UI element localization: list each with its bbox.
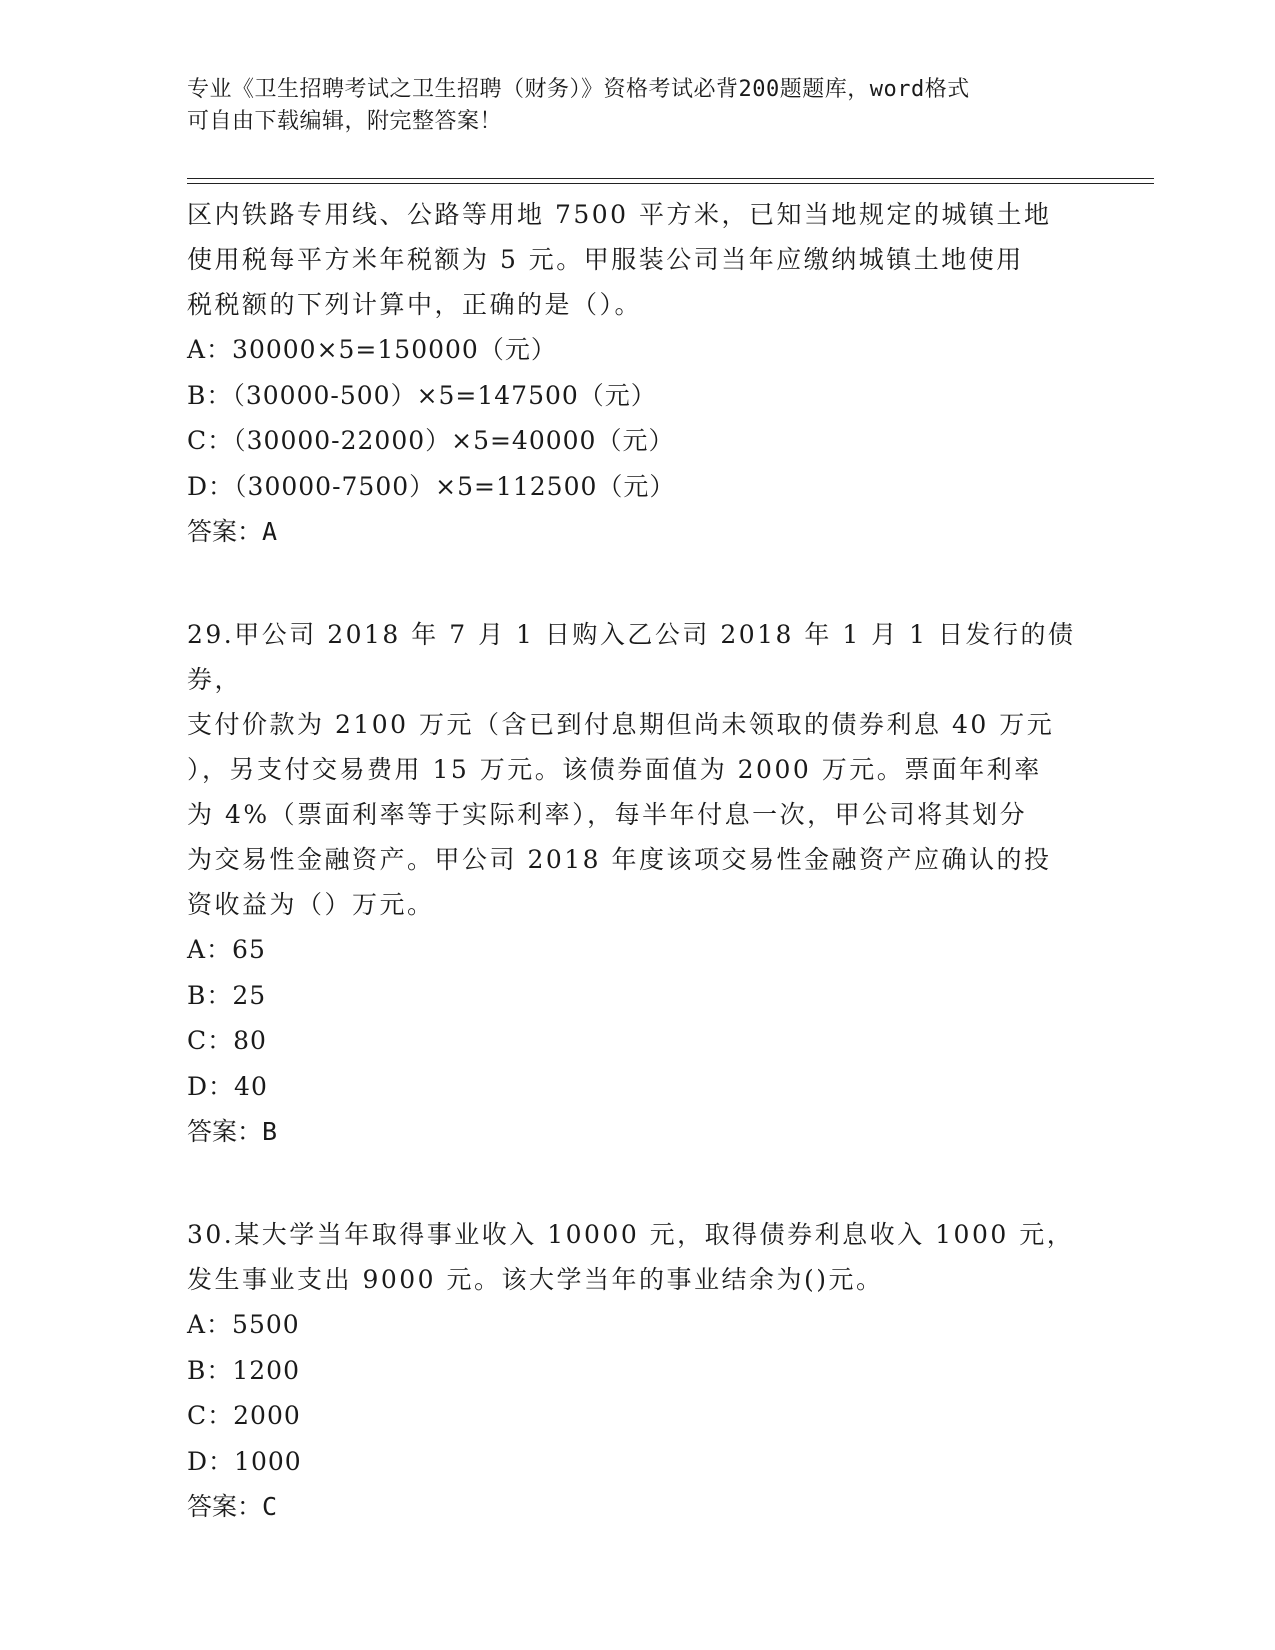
question-text-line: 29.甲公司 2018 年 7 月 1 日购入乙公司 2018 年 1 月 1 日发行的债券， [187,620,1076,694]
header-divider [187,178,1154,184]
option-b: B：1200 [187,1355,300,1385]
options-list [187,327,1087,509]
question-text-line: 为交易性金融资产。甲公司 2018 年度该项交易性金融资产应确认的投 [187,845,1052,874]
options-list [187,1302,1087,1484]
question-spacer [187,554,1087,612]
option-d: D：1000 [187,1446,302,1476]
option-d: D：40 [187,1071,268,1101]
question-list [187,192,1087,1529]
option-d: D：（30000-7500）×5=112500（元） [187,471,676,501]
answer-label: 答案：A [187,517,278,546]
question-30 [187,1212,1087,1529]
question-28 [187,192,1087,554]
question-text-line: 支付价款为 2100 万元（含已到付息期但尚未领取的债券利息 40 万元 [187,710,1055,739]
question-text-line: 区内铁路专用线、公路等用地 7500 平方米，已知当地规定的城镇土地 [187,200,1052,229]
question-text-line: 30.某大学当年取得事业收入 10000 元，取得债券利息收入 1000 元， [187,1220,1075,1249]
option-a: A：65 [187,935,266,964]
option-c: C：2000 [187,1401,301,1430]
question-text-line: ），另支付交易费用 15 万元。该债券面值为 2000 万元。票面年利率 [187,755,1042,784]
header-title-line-2: 可自由下载编辑，附完整答案！ [187,109,503,134]
answer-label: 答案：B [187,1117,278,1146]
question-text-line: 发生事业支出 9000 元。该大学当年的事业结余为()元。 [187,1265,884,1294]
question-text-line: 使用税每平方米年税额为 5 元。甲服装公司当年应缴纳城镇土地使用 [187,245,1024,274]
document-header [187,74,1087,138]
option-a: A：30000×5=150000（元） [187,335,557,364]
question-spacer [187,1154,1087,1212]
question-text-line: 税税额的下列计算中，正确的是（）。 [187,290,643,319]
option-b: B：（30000-500）×5=147500（元） [187,380,657,410]
option-b: B：25 [187,980,267,1010]
options-list [187,927,1087,1109]
option-a: A：5500 [187,1310,300,1339]
question-text-line: 为 4%（票面利率等于实际利率），每半年付息一次，甲公司将其划分 [187,800,1028,829]
question-29 [187,612,1087,1154]
option-c: C：（30000-22000）×5=40000（元） [187,426,675,455]
option-c: C：80 [187,1026,267,1055]
question-text-line: 资收益为（）万元。 [187,890,435,919]
answer-label: 答案：C [187,1492,278,1521]
header-title-line-1: 专业《卫生招聘考试之卫生招聘（财务）》资格考试必背200题题库，word格式 [187,77,970,102]
